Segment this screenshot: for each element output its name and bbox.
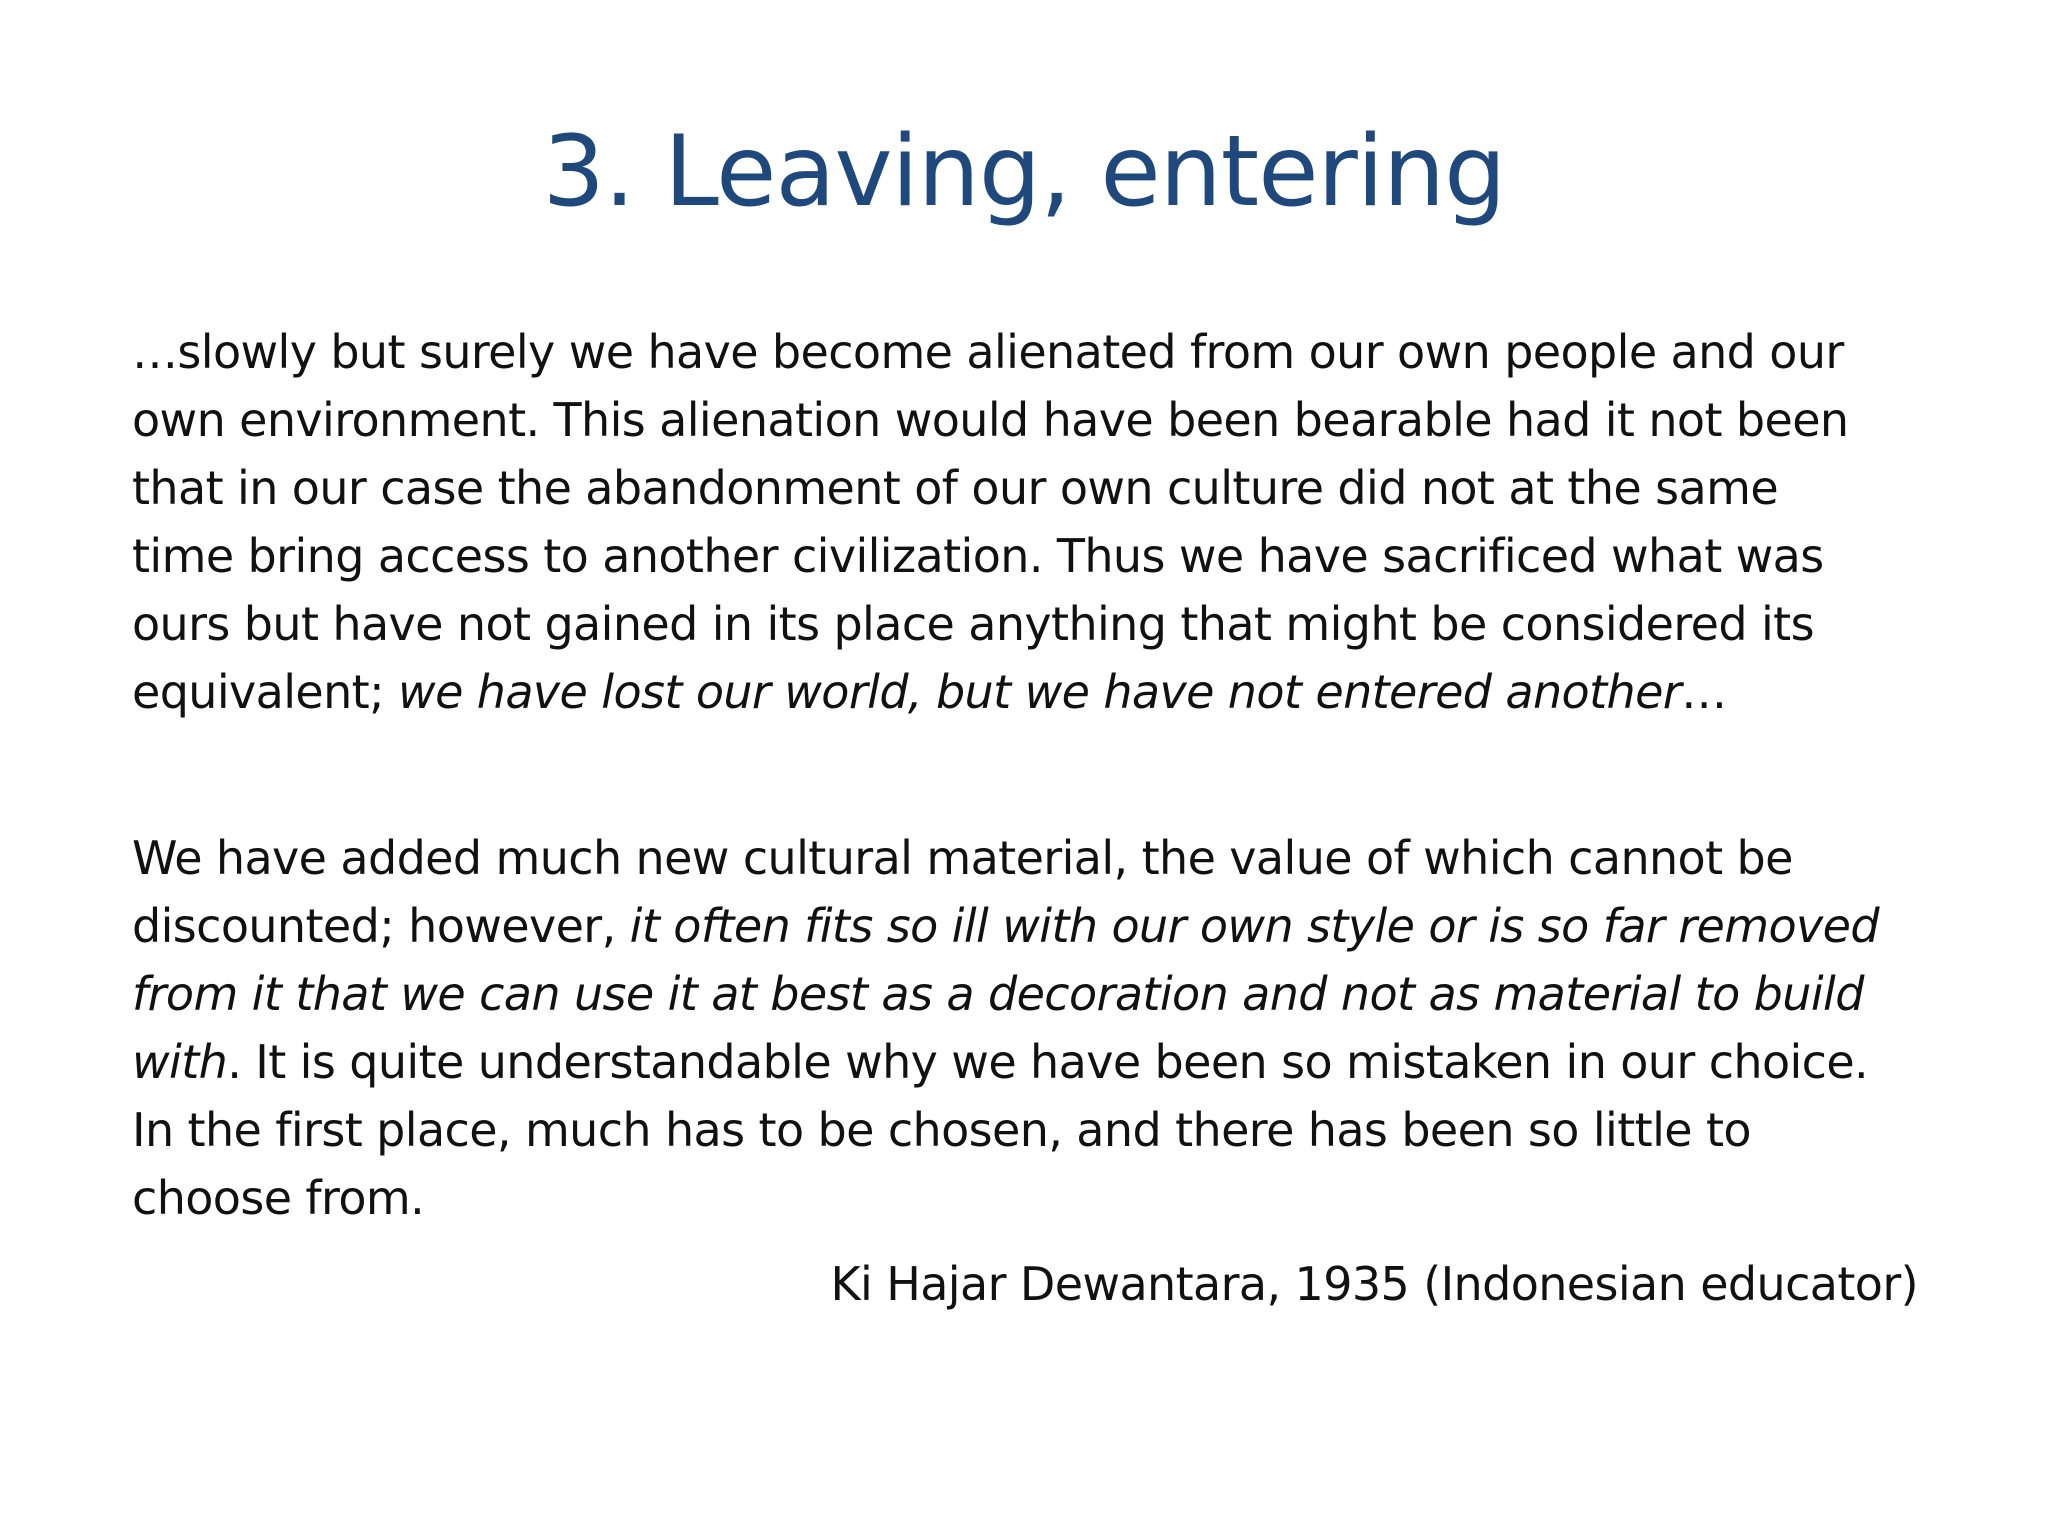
text-line: time bring access to another civilization. Thus we have sacrificed what was xyxy=(132,529,1824,583)
italic-emphasis: with xyxy=(132,1035,228,1089)
text-line: …slowly but surely we have become alienated from our own people and our xyxy=(132,325,1844,379)
text-line xyxy=(132,658,1932,726)
quote-attribution: Ki Hajar Dewantara, 1935 (Indonesian educator) xyxy=(830,1257,1918,1311)
text-line: own environment. This alienation would have been bearable had it not been xyxy=(132,393,1849,447)
text-line: In the first place, much has to be chosen, and there has been so little to xyxy=(132,1103,1751,1157)
quote-paragraph-1 xyxy=(132,318,1932,726)
text-line xyxy=(132,892,1932,960)
text-line xyxy=(132,960,1932,1028)
slide-title: 3. Leaving, entering xyxy=(542,115,1506,229)
italic-emphasis: we have lost our world, but we have not entered another xyxy=(398,665,1682,719)
text-segment: . It is quite understandable why we have been so mistaken in our choice. xyxy=(227,1035,1869,1089)
quote-paragraph-2 xyxy=(132,824,1932,1232)
italic-emphasis: from it that we can use it at best as a decoration and not as material to build xyxy=(132,967,1864,1021)
text-line: ours but have not gained in its place anything that might be considered its xyxy=(132,597,1814,651)
text-line: We have added much new cultural material, the value of which cannot be xyxy=(132,831,1793,885)
text-line: that in our case the abandonment of our own culture did not at the same xyxy=(132,461,1779,515)
text-line: choose from. xyxy=(132,1171,425,1225)
text-segment: equivalent; xyxy=(132,665,399,719)
text-segment: discounted; however, xyxy=(132,899,630,953)
text-line xyxy=(132,1028,1932,1096)
italic-emphasis: it often fits so ill with our own style or is so far removed xyxy=(629,899,1879,953)
text-segment: … xyxy=(1681,665,1727,719)
